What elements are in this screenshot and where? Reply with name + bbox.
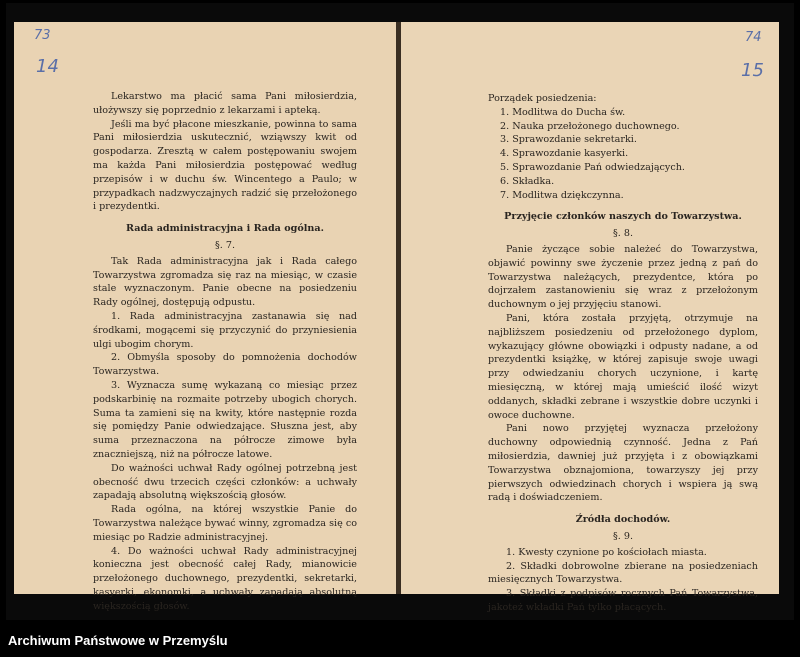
agenda-item: 6. Składka. bbox=[500, 175, 555, 187]
income-item: 2. Składki dobrowolne zbierane na posiedzeniach miesięcznych Towarzystwa. bbox=[488, 560, 758, 586]
agenda-item: 7. Modlitwa dziękczynna. bbox=[500, 189, 624, 201]
right-text-block bbox=[488, 92, 758, 615]
income-item: 1. Kwesty czynione po kościołach miasta. bbox=[506, 546, 707, 558]
handwritten-folio-left: 14 bbox=[36, 56, 59, 77]
paragraph: 4. Do ważności uchwał Rady administracyjnej konieczna jest obecność całej Rady, mianowicie przełożonego duchownego, prezydentki, sekretarki, kasyerki, ekonomki, a uchwały zapadają absolutną większością głosów. bbox=[93, 545, 357, 612]
section-heading: Źródła dochodów. bbox=[575, 514, 671, 526]
agenda-title: Porządek posiedzenia: bbox=[488, 93, 597, 104]
paragraph: Pani nowo przyjętej wyznacza przełożony duchowny odpowiednią czynność. Jedna z Pań miłosierdzia, dawniej już przyjęta i z obowiązkami Towarzystwa obznajomiona, towarzyszy jej przy pierwszych odwiedzinach chorych i wspiera ją swą radą i doświadczeniem. bbox=[488, 423, 758, 504]
left-page bbox=[14, 22, 397, 612]
left-text-block bbox=[93, 90, 357, 613]
agenda-item: 1. Modlitwa do Ducha św. bbox=[500, 106, 626, 118]
section-number: §. 8. bbox=[612, 228, 634, 240]
archive-name: Archiwum Państwowe w Przemyślu bbox=[8, 633, 228, 648]
agenda-item: 3. Sprawozdanie sekretarki. bbox=[500, 134, 637, 146]
section-heading: Rada administracyjna i Rada ogólna. bbox=[126, 223, 324, 235]
agenda-item: 5. Sprawozdanie Pań odwiedzających. bbox=[500, 161, 685, 173]
income-item: 3. Składki z podpisów rocznych Pań Towarzystwa, jakoteż wkładki Pań tylko płacących. bbox=[488, 588, 758, 613]
paragraph: Lekarstwo ma płacić sama Pani miłosierdzia, ułożywszy się poprzednio z lekarzami i apteką. bbox=[93, 91, 357, 116]
paragraph: Panie życzące sobie należeć do Towarzystwa, objawić powinny swe życzenie przez jedną z pań do Towarzystwa należących, prezydentce, która po dojrzałem zastanowieniu się wraz z przełożonym duchownym o jej przyjęciu stanowi. bbox=[488, 243, 758, 311]
right-page bbox=[401, 22, 779, 613]
section-number: §. 9. bbox=[612, 530, 634, 542]
paragraph: Rada ogólna, na której wszystkie Panie do Towarzystwa należące bywać winny, zgromadza się co miesiąc po Radzie administracyjnej. bbox=[93, 504, 357, 543]
agenda-item: 2. Nauka przełożonego duchownego. bbox=[500, 120, 680, 132]
handwritten-corner-right: 74 bbox=[745, 30, 762, 45]
paragraph: Jeśli ma być płacone mieszkanie, powinna to sama Pani miłosierdzia uskutecznić, wziąwszy kwit od gospodarza. Zresztą w całem postępowaniu swojem ma każda Pani miłosierdzia postępować według przepisów i w duchu św. Wincentego a Paulo; w przypadkach nadzwyczajnych radzić się przełożonego i prezydentki. bbox=[93, 118, 357, 213]
section-number: §. 7. bbox=[214, 239, 236, 251]
paragraph: Pani, która została przyjętą, otrzymuje na najbliższem posiedzeniu od przełożonego dyplom, wykazujący główne obowiązki i odpusty nadane, a od prezydentki książkę, w której zapisuje swoje uwagi przy odwiedzaniu chorych uczynione, i kartę miesięczną, w której mają umieścić ilość wizyt oddanych, składki zebrane i wszystkie dobre uczynki i owoce duchowne. bbox=[488, 312, 758, 421]
handwritten-folio-right: 15 bbox=[741, 60, 764, 81]
paragraph: 3. Wyznacza sumę wykazaną co miesiąc przez podskarbinię na rozmaite potrzeby ubogich chorych. Suma ta zamieni się na kwity, które następnie rozda się pomiędzy Panie odwiedzające. Słuszna jest, aby suma przeznaczona na półrocze zimowe była znaczniejszą, niż na półrocze latowe. bbox=[93, 379, 357, 460]
agenda-item: 4. Sprawozdanie kasyerki. bbox=[500, 148, 629, 160]
archive-footer bbox=[0, 623, 800, 657]
paragraph: Tak Rada administracyjna jak i Rada całego Towarzystwa zgromadza się raz na miesiąc, w czasie stale wyznaczonym. Panie obecne na posiedzeniu Rady ogólnej, dostępują odpustu. bbox=[93, 255, 357, 309]
paragraph: 2. Obmyśla sposoby do pomnożenia dochodów Towarzystwa. bbox=[93, 352, 357, 378]
paragraph: 1. Rada administracyjna zastanawia się nad środkami, mogącemi się przyczynić do przyniesienia ulgi ubogim chorym. bbox=[93, 310, 357, 350]
handwritten-corner-left: 73 bbox=[34, 28, 51, 43]
section-heading: Przyjęcie członków naszych do Towarzystwa. bbox=[504, 211, 742, 223]
paragraph: Do ważności uchwał Rady ogólnej potrzebną jest obecność dwu trzecich części członków: a uchwały zapadają absolutną większością głosów. bbox=[93, 462, 357, 502]
